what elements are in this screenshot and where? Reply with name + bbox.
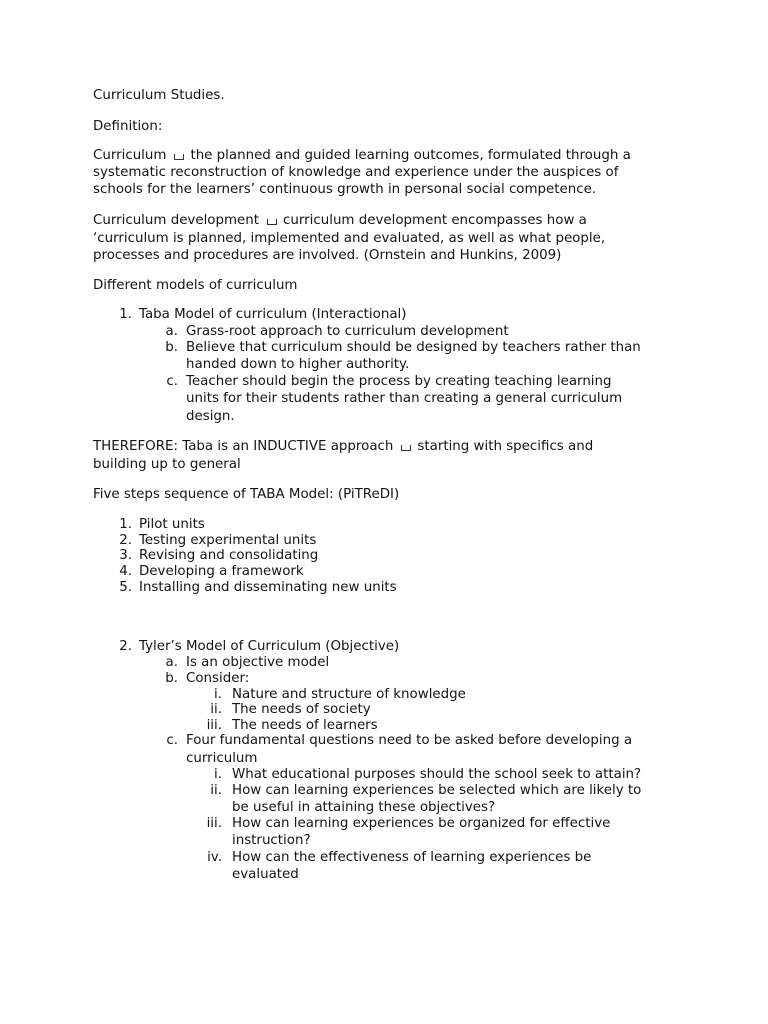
list-marker: c. (166, 374, 178, 389)
development-definition-line-1 (93, 212, 587, 229)
list-item-continuation: design. (186, 409, 235, 424)
therefore-line-1 (93, 438, 593, 455)
list-marker: i. (214, 767, 222, 782)
question-item: How can learning experiences be organized for effective (232, 816, 611, 831)
step-item: Installing and disseminating new units (139, 580, 397, 595)
question-item-continuation: be useful in attaining these objectives? (232, 800, 496, 815)
question-item: What educational purposes should the school seek to attain? (232, 767, 642, 782)
list-marker: iii. (206, 718, 222, 733)
question-item-continuation: instruction? (232, 833, 311, 848)
models-heading: Different models of curriculum (93, 278, 298, 293)
list-item: Is an objective model (186, 655, 330, 670)
list-item: Grass-root approach to curriculum development (186, 324, 509, 339)
tyler-model-title: Tyler’s Model of Curriculum (Objective) (139, 639, 400, 654)
step-item: Developing a framework (139, 564, 304, 579)
development-definition-line-2: ‘curriculum is planned, implemented and evaluated, as well as what people, (93, 231, 606, 246)
steps-heading: Five steps sequence of TABA Model: (PiTReDI) (93, 487, 400, 502)
development-definition-line-3: processes and procedures are involved. (Ornstein and Hunkins, 2009) (93, 248, 562, 263)
step-item: Revising and consolidating (139, 548, 319, 563)
sub-list-item: The needs of society (232, 702, 371, 717)
sub-list-item: The needs of learners (232, 718, 378, 733)
therefore-line-2: building up to general (93, 457, 241, 472)
list-item-continuation: units for their students rather than creating a general curriculum (186, 391, 623, 406)
list-marker: 3. (119, 548, 132, 563)
list-item-continuation: handed down to higher authority. (186, 357, 410, 372)
list-marker: b. (165, 340, 178, 355)
therefore-text: THEREFORE: Taba is an INDUCTIVE approach (93, 439, 394, 454)
dash-glyph-icon (401, 445, 411, 451)
step-item: Pilot units (139, 517, 205, 532)
taba-model-title: Taba Model of curriculum (Interactional) (139, 307, 407, 322)
list-item-continuation: curriculum (186, 751, 258, 766)
list-marker: a. (165, 324, 178, 339)
list-marker: 2. (119, 533, 132, 548)
curriculum-definition-line-3: schools for the learners’ continuous growth in personal social competence. (93, 182, 597, 197)
list-marker: a. (165, 655, 178, 670)
question-item: How can the effectiveness of learning experiences be (232, 850, 592, 865)
list-marker: ii. (210, 783, 222, 798)
list-marker: 4. (119, 564, 132, 579)
therefore-rest-text: starting with specifics and (417, 439, 594, 454)
development-term: Curriculum development (93, 213, 260, 228)
dash-glyph-icon (174, 154, 184, 160)
list-item: Four fundamental questions need to be asked before developing a (186, 733, 633, 748)
definition-heading: Definition: (93, 119, 163, 134)
curriculum-term: Curriculum (93, 148, 167, 163)
list-marker: iii. (206, 816, 222, 831)
list-marker: ii. (210, 702, 222, 717)
list-marker: c. (166, 733, 178, 748)
sub-list-item: Nature and structure of knowledge (232, 687, 466, 702)
list-marker: i. (214, 687, 222, 702)
list-marker: iv. (207, 850, 222, 865)
list-marker: b. (165, 671, 178, 686)
list-marker: 1. (119, 517, 132, 532)
list-item: Believe that curriculum should be designed by teachers rather than (186, 340, 641, 355)
list-marker: 5. (119, 580, 132, 595)
list-marker: 1. (119, 307, 132, 322)
document-title: Curriculum Studies. (93, 88, 225, 103)
curriculum-definition-line-2: systematic reconstruction of knowledge and experience under the auspices of (93, 165, 619, 180)
list-item: Consider: (186, 671, 250, 686)
list-marker: 2. (119, 639, 132, 654)
question-item: How can learning experiences be selected which are likely to (232, 783, 642, 798)
step-item: Testing experimental units (139, 533, 317, 548)
curriculum-definition-line-1 (93, 147, 631, 164)
development-definition-text: curriculum development encompasses how a (283, 213, 587, 228)
dash-glyph-icon (267, 219, 277, 225)
question-item-continuation: evaluated (232, 867, 299, 882)
curriculum-definition-text: the planned and guided learning outcomes, formulated through a (190, 148, 631, 163)
list-item: Teacher should begin the process by creating teaching learning (186, 374, 612, 389)
